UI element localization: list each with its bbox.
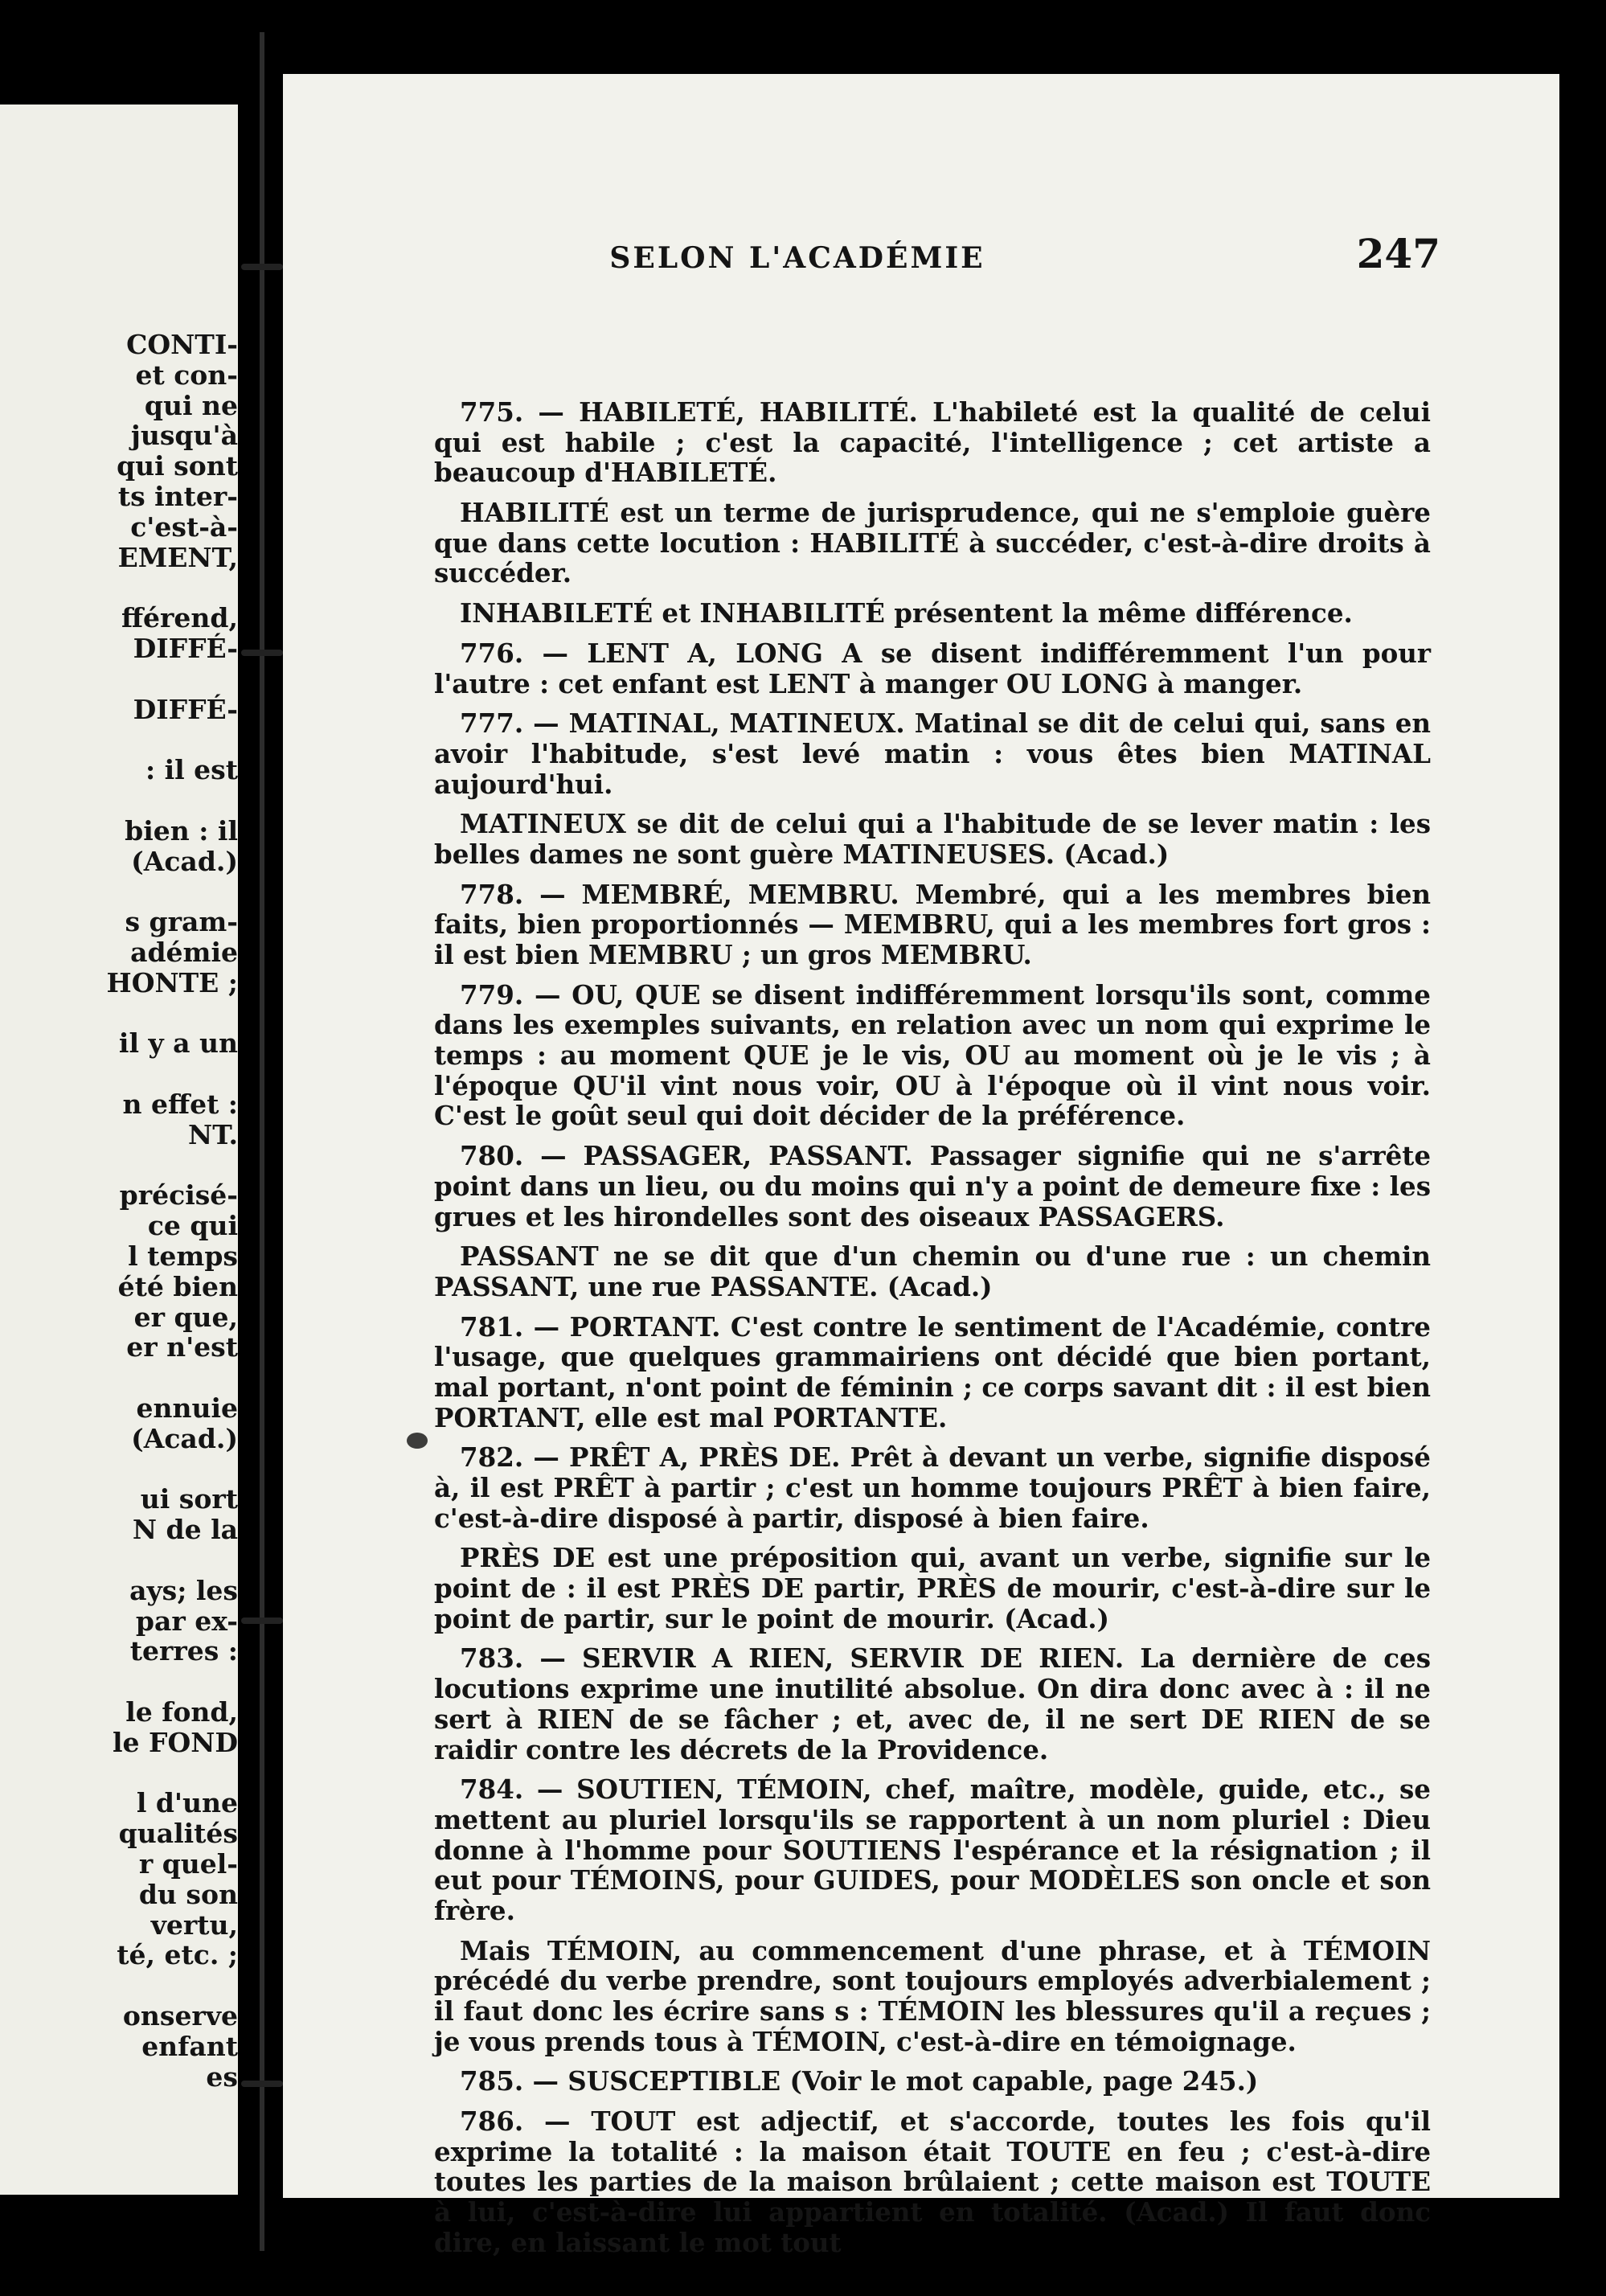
left-page-fragment: été bien (117, 1270, 238, 1302)
left-page-fragment: ts inter- (117, 481, 238, 512)
stitch-mark (241, 1617, 283, 1624)
left-page-fragment: CONTI- (126, 329, 238, 360)
left-page-fragment: ays; les (129, 1574, 238, 1606)
left-page-fragment: jusqu'à (130, 420, 238, 452)
paragraph: 786. — TOUT est adjectif, et s'accorde, toutes les fois qu'il exprime la totalité : la maison était TOUTE en feu ; c'est-à-dire toutes les parties de la maison brûlaient ; cette maison est TOUTE à lui, c'est-à-dire lui appartient en totalité. (Acad.) Il faut donc dire, en laissant le mot tout (434, 2105, 1431, 2258)
left-page-fragment: r quel- (138, 1848, 238, 1880)
paragraph: 780. — PASSAGER, PASSANT. Passager signifie qui ne s'arrête point dans un lieu, ou du moins qui n'y a point de demeure fixe : les grues et les hirondelles sont des oiseaux PASSAGERS. (434, 1140, 1431, 1232)
left-page-fragment: : il est (145, 754, 238, 786)
stitch-mark (241, 650, 283, 656)
left-page-fragment: du son (138, 1878, 238, 1910)
left-page-fragment: c'est-à- (130, 510, 238, 543)
page-number: 247 (1356, 230, 1440, 277)
paragraph: PRÈS DE est une préposition qui, avant un verbe, signifie sur le point de : il est PRÈS DE partir, PRÈS de mourir, c'est-à-dire sur le point de partir, sur le point de mourir. (Acad.) (434, 1542, 1431, 1634)
left-page-fragment: par ex- (135, 1605, 238, 1637)
paragraph: 784. — SOUTIEN, TÉMOIN, chef, maître, modèle, guide, etc., se mettent au pluriel lorsqu'ils se rapportent à un nom pluriel : Dieu donne à l'homme pour SOUTIENS l'espérance et la résignation ; il eut pour TÉMOINS, pour GUIDES, pour MODÈLES son oncle et son frère. (434, 1773, 1431, 1926)
paragraph: 779. — OU, QUE se disent indifféremment lorsqu'ils sont, comme dans les exemples suivants, en relation avec un nom qui exprime le temps : au moment QUE je le vis, OU au moment où je le vis ; à l'époque QU'il vint nous voir, OU à l'époque où il vint nous voir. C'est le goût seul qui doit décider de la préférence. (434, 978, 1431, 1132)
left-page-fragment: qui sont (117, 450, 238, 482)
paragraph: 778. — MEMBRÉ, MEMBRU. Membré, qui a les membres bien faits, bien proportionnés — MEMBRU, qui a les membres fort gros : il est bien MEMBRU ; un gros MEMBRU. (434, 878, 1431, 970)
left-page-fragment: N de la (132, 1514, 238, 1546)
left-page-fragment: qui ne (144, 389, 238, 421)
left-page-fragment: DIFFÉ- (133, 633, 238, 664)
left-page-fragment: HONTE ; (106, 966, 238, 998)
paragraph: PASSANT ne se dit que d'un chemin ou d'une rue : un chemin PASSANT, une rue PASSANTE. (Acad.) (434, 1240, 1431, 1302)
left-page-fragment: fférend, (121, 602, 238, 634)
left-page-fragment: es (206, 2060, 238, 2093)
left-page-fragment: adémie (130, 937, 238, 968)
left-page-fragment: onserve (122, 2000, 238, 2032)
left-page-fragment: et con- (135, 359, 238, 391)
left-page-fragment: EMENT, (117, 541, 238, 573)
paragraph: Mais TÉMOIN, au commencement d'une phrase, et à TÉMOIN précédé du verbe prendre, sont toujours employés adverbialement ; il faut donc les écrire sans s : TÉMOIN les blessures qu'il a reçues ; je vous prends tous à TÉMOIN, c'est-à-dire en témoignage. (434, 1934, 1431, 2057)
ink-blot (407, 1433, 428, 1449)
paragraph: 775. — HABILETÉ, HABILITÉ. L'habileté est la qualité de celui qui est habile ; c'est la capacité, l'intelligence ; cet artiste a beaucoup d'HABILETÉ. (434, 396, 1431, 489)
left-page-fragment: ui sort (140, 1483, 238, 1515)
paragraph: INHABILETÉ et INHABILITÉ présentent la même différence. (460, 597, 1353, 629)
paragraph: 785. — SUSCEPTIBLE (Voir le mot capable, page 245.) (460, 2065, 1259, 2097)
left-page-fragment: NT. (188, 1118, 238, 1150)
paragraph: HABILITÉ est un terme de jurisprudence, qui ne s'emploie guère que dans cette locution : HABILITÉ à succéder, c'est-à-dire droits à succéder. (434, 497, 1431, 589)
left-page-fragment: le FOND (113, 1726, 238, 1758)
left-page-fragment: DIFFÉ- (133, 693, 238, 725)
left-page-fragment: vertu, (150, 1909, 238, 1941)
paragraph: 777. — MATINAL, MATINEUX. Matinal se dit de celui qui, sans en avoir l'habitude, s'est levé matin : vous êtes bien MATINAL aujourd'hui. (434, 707, 1431, 800)
stitch-mark (241, 2081, 283, 2087)
left-page-fragment: er que, (133, 1301, 238, 1333)
left-page-fragment: terres : (129, 1635, 238, 1667)
left-page-fragment: le fond, (125, 1696, 238, 1728)
left-page-fragment: l temps (128, 1240, 238, 1272)
left-page-fragment: bien : il (125, 814, 238, 847)
left-page-fragment: précisé- (119, 1179, 238, 1212)
left-page (0, 105, 243, 2195)
left-page-fragment: qualités (118, 1818, 238, 1850)
left-page-fragment: n effet : (122, 1089, 238, 1120)
paragraph: 776. — LENT A, LONG A se disent indifféremment l'un pour l'autre : cet enfant est LENT à manger OU LONG à manger. (434, 637, 1431, 699)
left-page-fragment: (Acad.) (131, 845, 238, 877)
stitch-mark (241, 264, 283, 270)
paragraph: MATINEUX se dit de celui qui a l'habitude de se lever matin : les belles dames ne sont guère MATINEUSES. (Acad.) (434, 808, 1431, 870)
paragraph: 783. — SERVIR A RIEN, SERVIR DE RIEN. La dernière de ces locutions exprime une inutilité absolue. On dira donc avec à : il ne sert à RIEN de se fâcher ; et, avec de, il ne sert DE RIEN de se raidir contre les décrets de la Providence. (434, 1642, 1431, 1765)
left-page-fragment: er n'est (126, 1331, 238, 1363)
text-column (434, 397, 1431, 2268)
left-page-fragment: il y a un (118, 1027, 238, 1060)
left-page-fragment: té, etc. ; (117, 1939, 238, 1971)
running-title: SELON L'ACADÉMIE (609, 241, 985, 275)
left-page-fragment: ennuie (136, 1392, 238, 1424)
paragraph: 782. — PRÊT A, PRÈS DE. Prêt à devant un verbe, signifie disposé à, il est PRÊT à partir ; c'est un homme toujours PRÊT à bien faire, c'est-à-dire disposé à partir, disposé à bien faire. (434, 1441, 1431, 1534)
left-page-fragment: (Acad.) (131, 1422, 238, 1454)
binding-thread (260, 32, 264, 2251)
left-page-fragment: enfant (141, 2030, 238, 2062)
left-page-fragment: s gram- (125, 906, 238, 938)
left-page-fragment: l d'une (136, 1787, 238, 1819)
paragraph: 781. — PORTANT. C'est contre le sentiment de l'Académie, contre l'usage, que quelques grammairiens ont décidé que bien portant, mal portant, n'ont point de féminin ; ce corps savant dit : il est bien PORTANT, elle est mal PORTANTE. (434, 1310, 1431, 1433)
left-page-fragment: ce qui (147, 1210, 238, 1242)
